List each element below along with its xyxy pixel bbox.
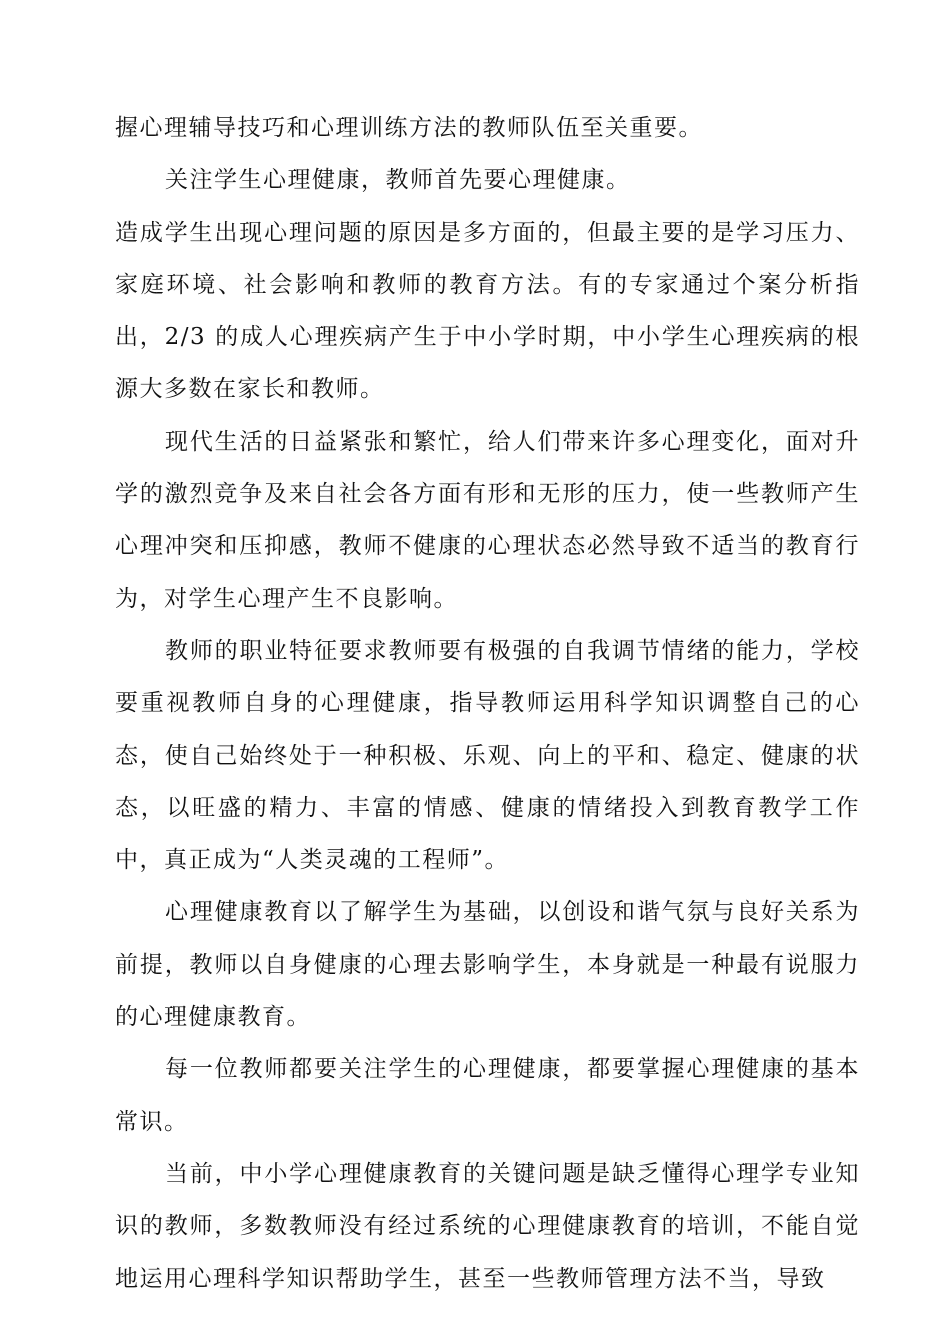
paragraph-1: 握心理辅导技巧和心理训练方法的教师队伍至关重要。	[115, 115, 703, 141]
paragraph-3: 造成学生出现心理问题的原因是多方面的，但最主要的是学习压力、家庭环境、社会影响和教师的教育方法。有的专家通过个案分析指出，2/3 的成人心理疾病产生于中小学时期，中小学生心理疾病的根源大多数在家长和教师。	[115, 219, 860, 403]
paragraph-7: 每一位教师都要关注学生的心理健康，都要掌握心理健康的基本常识。	[115, 1056, 860, 1135]
paragraph-4: 现代生活的日益紧张和繁忙，给人们带来许多心理变化，面对升学的激烈竞争及来自社会各方面有形和无形的压力，使一些教师产生心理冲突和压抑感，教师不健康的心理状态必然导致不适当的教育行为，对学生心理产生不良影响。	[115, 428, 860, 612]
paragraph-8: 当前，中小学心理健康教育的关键问题是缺乏懂得心理学专业知识的教师，多数教师没有经过系统的心理健康教育的培训，不能自觉地运用心理科学知识帮助学生，甚至一些教师管理方法不当，导致	[115, 1160, 860, 1292]
document-body	[115, 102, 860, 1305]
paragraph-2: 关注学生心理健康，教师首先要心理健康。	[165, 167, 631, 194]
paragraph-6: 心理健康教育以了解学生为基础，以创设和谐气氛与良好关系为前提，教师以自身健康的心理去影响学生，本身就是一种最有说服力的心理健康教育。	[115, 899, 860, 1031]
paragraph-5: 教师的职业特征要求教师要有极强的自我调节情绪的能力，学校要重视教师自身的心理健康，指导教师运用科学知识调整自己的心态，使自己始终处于一种积极、乐观、向上的平和、稳定、健康的状态，以旺盛的精力、丰富的情感、健康的情绪投入到教育教学工作中，真正成为“人类灵魂的工程师”。	[115, 637, 860, 874]
